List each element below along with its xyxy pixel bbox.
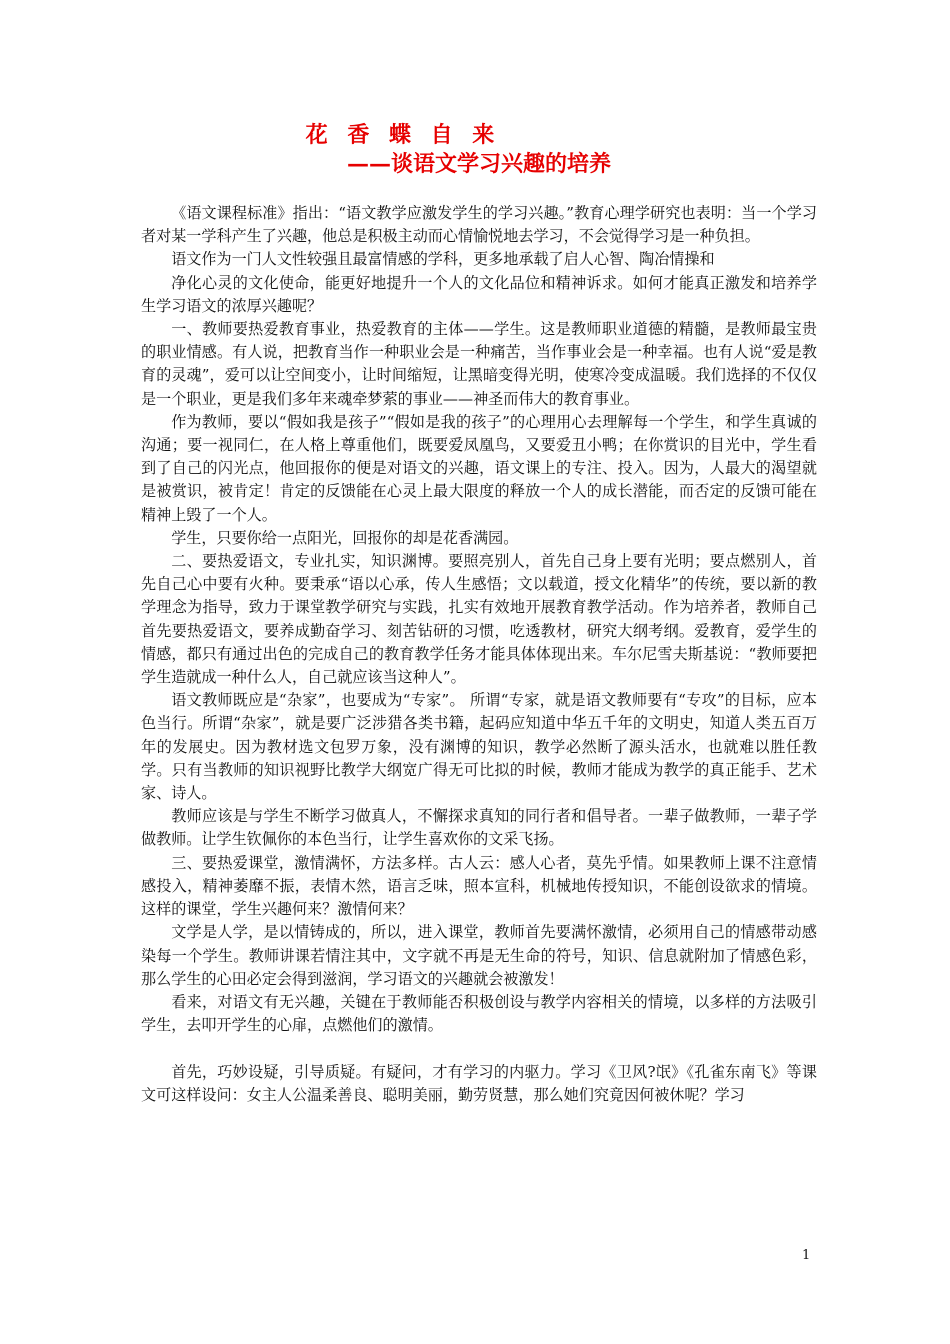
paragraph: 一、教师要热爱教育事业，热爱教育的主体——学生。这是教师职业道德的精髓，是教师最宝贵的职业情感。有人说，把教育当作一种职业会是一种痛苦，当作事业会是一种幸福。也有人说“爱是教育的灵魂”，爱可以让空间变小，让时间缩短，让黑暗变得光明，使寒冷变成温暖。我们选择的不仅仅是一个职业，更是我们多年来魂牵梦萦的事业——神圣而伟大的教育事业。 — [141, 320, 817, 408]
document-title: 花 香 蝶 自 来 — [305, 122, 501, 148]
paragraph: 学生，只要你给一点阳光，回报你的却是花香满园。 — [171, 528, 519, 547]
paragraph: 看来，对语文有无兴趣，关键在于教师能否积极创设与教学内容相关的情境，以多样的方法吸引学生，去叩开学生的心扉，点燃他们的激情。 — [141, 992, 817, 1035]
paragraph: 净化心灵的文化使命，能更好地提升一个人的文化品位和精神诉求。如何才能真正激发和培养学生学习语文的浓厚兴趣呢？ — [141, 273, 817, 315]
document-subtitle: ——谈语文学习兴趣的培养 — [346, 151, 611, 177]
page-number: 1 — [802, 1248, 811, 1263]
paragraph: 语文教师既应是“杂家”，也要成为“专家”。 所谓“专家，就是语文教师要有“专攻”的目标，应本色当行。所谓“杂家”，就是要广泛涉猎各类书籍，起码应知道中华五千年的文明史，知道人类五百万年的发展史。因为教材选文包罗万象，没有渊博的知识，教学必然断了源头活水，也就难以胜任教学。只有当教师的知识视野比教学大纲宽广得无可比拟的时候，教师才能成为教学的真正能手、艺术家、诗人。 — [141, 691, 817, 803]
paragraph: 文学是人学，是以情铸成的，所以，进入课堂，教师首先要满怀激情，必须用自己的情感带动感染每一个学生。教师讲课若情注其中，文字就不再是无生命的符号，知识、信息就附加了情感色彩，那么学生的心田必定会得到滋润，学习语文的兴趣就会被激发！ — [141, 923, 817, 988]
document-body — [141, 202, 817, 1107]
paragraph: 三、要热爱课堂，激情满怀，方法多样。古人云：感人心者，莫先乎情。如果教师上课不注意情感投入，精神萎靡不振，表情木然，语言乏味，照本宣科，机械地传授知识，不能创设欲求的情境。这样的课堂，学生兴趣何来？激情何来？ — [141, 853, 817, 919]
paragraph: 作为教师，要以“假如我是孩子”“假如是我的孩子”的心理用心去理解每一个学生，和学生真诚的沟通；要一视同仁，在人格上尊重他们，既要爱凤凰鸟，又要爱丑小鸭；在你赏识的目光中，学生看到了自己的闪光点，他回报你的便是对语文的兴趣，语文课上的专注、投入。因为，人最大的渴望就是被赏识，被肯定！肯定的反馈能在心灵上最大限度的释放一个人的成长潜能，而否定的反馈可能在精神上毁了一个人。 — [141, 412, 817, 524]
paragraph: 首先，巧妙设疑，引导质疑。有疑问，才有学习的内驱力。学习《卫风?氓》《孔雀东南飞》等课文可这样设问：女主人公温柔善良、聪明美丽，勤劳贤慧，那么她们究竟因何被休呢？学习 — [141, 1062, 817, 1104]
paragraph: 《语文课程标准》指出：“语文教学应激发学生的学习兴趣。”教育心理学研究也表明：当一个学习者对某一学科产生了兴趣，他总是积极主动而心情愉悦地去学习，不会觉得学习是一种负担。 — [141, 204, 817, 246]
paragraph: 教师应该是与学生不断学习做真人，不懈探求真知的同行者和倡导者。一辈子做教师，一辈子学做教师。让学生钦佩你的本色当行，让学生喜欢你的文采飞扬。 — [141, 807, 817, 849]
paragraph: 二、要热爱语文，专业扎实，知识渊博。要照亮别人，首先自己身上要有光明；要点燃别人，首先自己心中要有火种。要秉承“语以心承，传人生感悟；文以载道，授文化精华”的传统，要以新的教学理念为指导，致力于课堂教学研究与实践，扎实有效地开展教育教学活动。作为培养者，教师自己首先要热爱语文，要养成勤奋学习、刻苦钻研的习惯，吃透教材，研究大纲考纲。爱教育，爱学生的情感，都只有通过出色的完成自己的教育教学任务才能具体体现出来。车尔尼雪夫斯基说：“教师要把学生造就成一种什么人，自己就应该当这种人”。 — [141, 552, 817, 687]
paragraph: 语文作为一门人文性较强且最富情感的学科，更多地承载了启人心智、陶冶情操和 — [171, 250, 715, 269]
